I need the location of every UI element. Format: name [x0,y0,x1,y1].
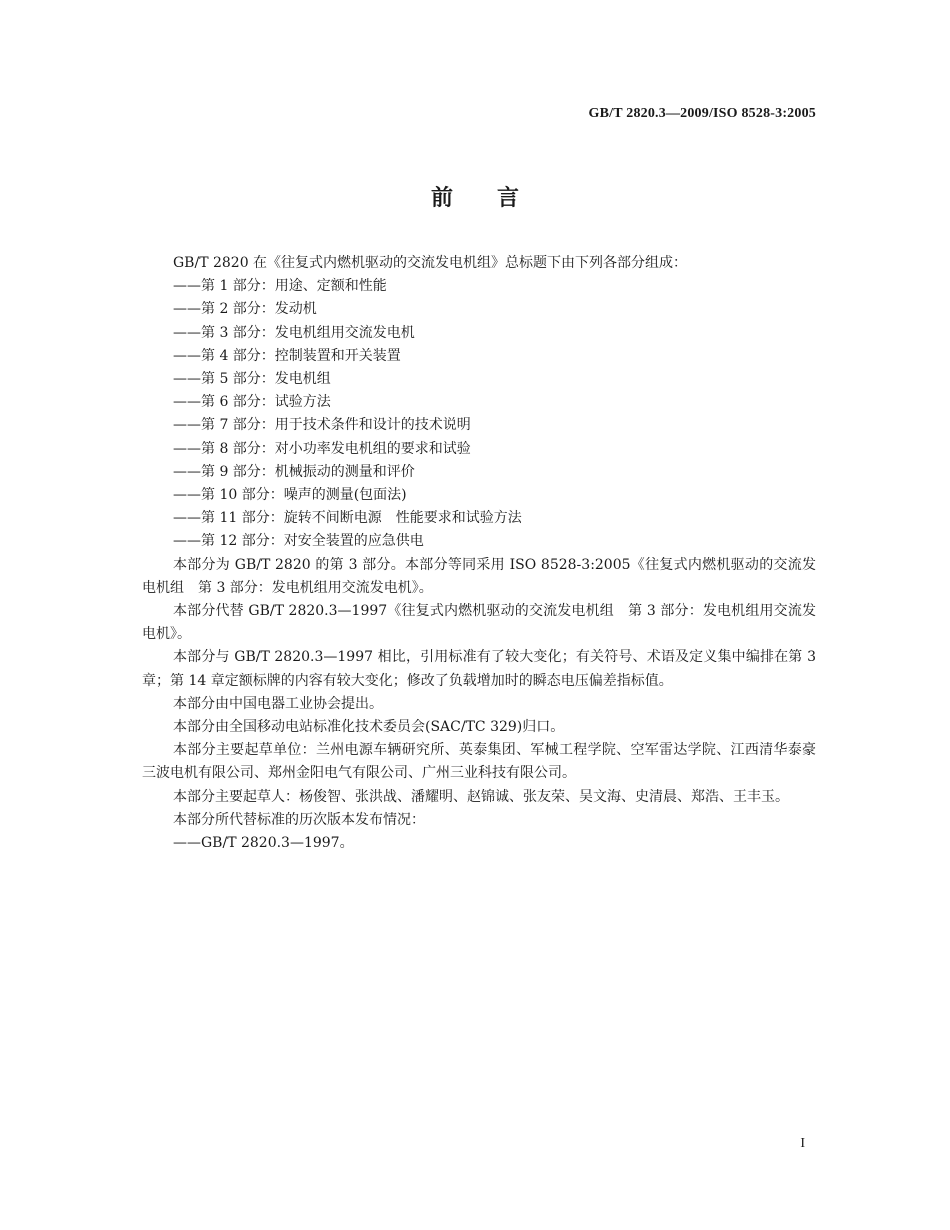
list-item: ——GB/T 2820.3—1997。 [173,835,354,852]
list-item: ——第 1 部分：用途、定额和性能 [173,278,387,295]
list-item: ——第 11 部分：旋转不间断电源 性能要求和试验方法 [173,510,522,527]
intro-paragraph: GB/T 2820 在《往复式内燃机驱动的交流发电机组》总标题下由下列各部分组成： [173,255,688,271]
paragraph: 本部分主要起草单位：兰州电源车辆研究所、英泰集团、军械工程学院、空军雷达学院、江西清华泰豪三波电机有限公司、郑州金阳电气有限公司、广州三业科技有限公司。 [142,742,816,782]
paragraph: 本部分代替 GB/T 2820.3—1997《往复式内燃机驱动的交流发电机组 第 3 部分：发电机组用交流发电机》。 [142,603,816,643]
paragraph: 本部分由全国移动电站标准化技术委员会(SAC/TC 329)归口。 [173,719,565,736]
list-item: ——第 9 部分：机械振动的测量和评价 [173,463,415,480]
list-item: ——第 3 部分：发电机组用交流发电机 [173,324,415,341]
list-item: ——第 2 部分：发动机 [173,301,317,318]
document-body [142,252,816,855]
list-item: ——第 12 部分：对安全装置的应急供电 [173,533,424,550]
paragraph: 本部分为 GB/T 2820 的第 3 部分。本部分等同采用 ISO 8528-3:2005《往复式内燃机驱动的交流发电机组 第 3 部分：发电机组用交流发电机》。 [142,556,816,596]
page-number: I [800,1136,805,1151]
standard-code-header: GB/T 2820.3—2009/ISO 8528-3:2005 [588,106,816,121]
parts-list [142,275,816,553]
list-item: ——第 10 部分：噪声的测量(包面法) [173,487,407,504]
paragraph: 本部分与 GB/T 2820.3—1997 相比，引用标准有了较大变化；有关符号、术语及定义集中编排在第 3 章；第 14 章定额标牌的内容有较大变化；修改了负载增加时的瞬态电压偏差指标值。 [142,649,816,689]
list-item: ——第 8 部分：对小功率发电机组的要求和试验 [173,440,471,457]
list-item: ——第 4 部分：控制装置和开关装置 [173,347,401,364]
list-item: ——第 5 部分：发电机组 [173,371,331,388]
page-title: 前 言 [430,186,519,211]
history-list [142,832,816,855]
list-item: ——第 7 部分：用于技术条件和设计的技术说明 [173,417,471,434]
list-item: ——第 6 部分：试验方法 [173,394,331,411]
paragraph: 本部分主要起草人：杨俊智、张洪战、潘耀明、赵锦诚、张友荣、吴文海、史清晨、郑浩、王丰玉。 [173,788,789,805]
paragraph: 本部分由中国电器工业协会提出。 [173,695,383,712]
paragraph: 本部分所代替标准的历次版本发布情况： [173,811,425,828]
